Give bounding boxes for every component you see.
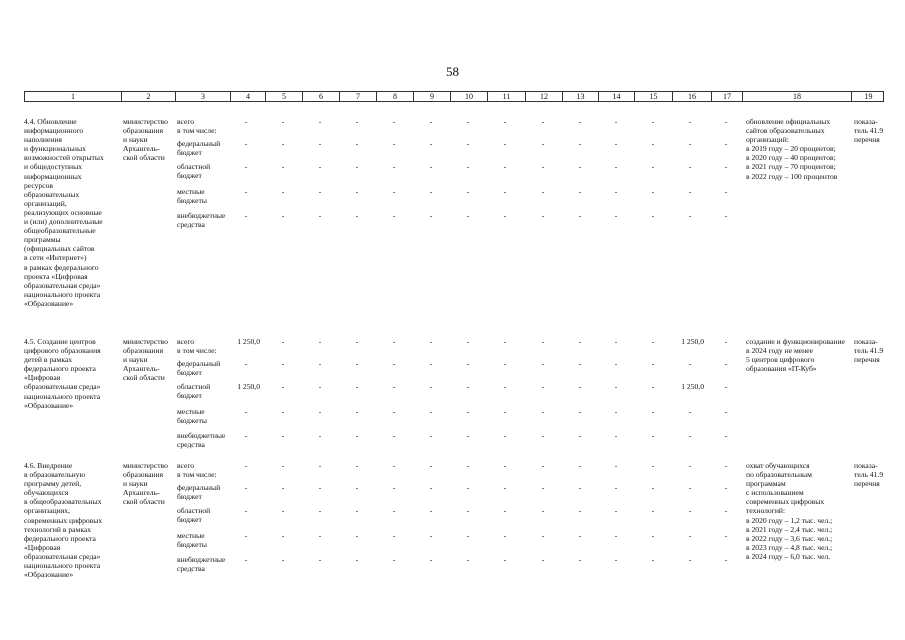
funding-value: - (614, 162, 618, 171)
column-header-7: 7 (340, 92, 377, 101)
column-header-17: 17 (712, 92, 743, 101)
funding-value: - (466, 117, 470, 126)
funding-value: - (578, 337, 582, 346)
funding-value: - (503, 555, 507, 564)
funding-value: - (503, 506, 507, 515)
funding-value: - (318, 461, 322, 470)
funding-value: - (688, 431, 692, 440)
funding-value: - (244, 187, 248, 196)
funding-value: - (688, 187, 692, 196)
funding-value: - (429, 555, 433, 564)
funding-value: - (244, 407, 248, 416)
funding-value: - (466, 337, 470, 346)
funding-value: - (541, 359, 545, 368)
funding-value: - (688, 483, 692, 492)
funding-value: - (281, 359, 285, 368)
funding-value: - (244, 555, 248, 564)
funding-value: 1 250,0 (681, 337, 704, 346)
funding-value: - (281, 461, 285, 470)
column-header-15: 15 (635, 92, 673, 101)
funding-value: - (355, 117, 359, 126)
funding-value: - (355, 461, 359, 470)
funding-value: - (688, 162, 692, 171)
funding-value: - (651, 407, 655, 416)
funding-value: - (651, 506, 655, 515)
funding-value: - (724, 407, 728, 416)
funding-value: - (281, 211, 285, 220)
funding-value: - (503, 117, 507, 126)
funding-source-label: внебюджетные средства (177, 555, 226, 574)
funding-value: - (614, 506, 618, 515)
executor: министерство образования и науки Архангель- ской области (123, 117, 168, 163)
funding-value: - (503, 382, 507, 391)
funding-value: - (724, 211, 728, 220)
funding-value: - (724, 337, 728, 346)
funding-value: - (724, 531, 728, 540)
funding-value: - (429, 359, 433, 368)
funding-value: - (541, 139, 545, 148)
funding-value: - (392, 117, 396, 126)
funding-value: - (429, 431, 433, 440)
funding-value: - (392, 555, 396, 564)
funding-value: - (724, 187, 728, 196)
funding-value: - (318, 555, 322, 564)
funding-value: - (466, 555, 470, 564)
funding-source-label: местные бюджеты (177, 407, 207, 426)
funding-value: - (614, 187, 618, 196)
funding-value: - (244, 483, 248, 492)
column-header-12: 12 (526, 92, 563, 101)
funding-value: - (466, 211, 470, 220)
funding-value: - (688, 211, 692, 220)
funding-value: - (318, 407, 322, 416)
executor: министерство образования и науки Архангель- ской области (123, 461, 168, 507)
funding-value: - (355, 211, 359, 220)
funding-value: - (541, 431, 545, 440)
activity-name: 4.4. Обновление информационного наполнения и функциональных возможностей открытых и общедоступных информационных ресурсов образовательных организаций, реализующих основные и (или) дополнительные общеобразовательные программы (официальных сайтов в сети «Интернет») в рамках федерального проекта «Цифровая образовательная среда» национального проекта «Образование» (24, 117, 104, 308)
funding-value: - (578, 187, 582, 196)
funding-value: - (688, 461, 692, 470)
funding-value: - (614, 382, 618, 391)
funding-value: - (429, 483, 433, 492)
funding-value: - (466, 359, 470, 368)
funding-value: - (578, 162, 582, 171)
funding-value: - (651, 531, 655, 540)
funding-value: - (578, 407, 582, 416)
funding-value: - (429, 187, 433, 196)
funding-value: - (429, 162, 433, 171)
funding-value: - (355, 483, 359, 492)
funding-value: - (244, 461, 248, 470)
funding-value: - (651, 431, 655, 440)
funding-value: - (466, 187, 470, 196)
funding-value: - (318, 187, 322, 196)
funding-value: - (355, 407, 359, 416)
funding-value: - (541, 555, 545, 564)
funding-value: - (392, 211, 396, 220)
funding-value: - (392, 461, 396, 470)
funding-value: - (355, 382, 359, 391)
funding-value: - (614, 139, 618, 148)
column-header-16: 16 (673, 92, 712, 101)
funding-source-label: федеральный бюджет (177, 139, 221, 158)
funding-value: - (688, 531, 692, 540)
expected-result: создание и функционирование в 2024 году не менее 5 центров цифрового образования «IT-Куб» (746, 337, 845, 374)
funding-source-label: всего в том числе: (177, 337, 217, 356)
funding-source-label: областной бюджет (177, 162, 211, 181)
funding-value: - (318, 162, 322, 171)
funding-value: - (392, 187, 396, 196)
funding-value: - (651, 139, 655, 148)
funding-source-label: внебюджетные средства (177, 431, 226, 450)
funding-value: - (429, 461, 433, 470)
funding-value: - (578, 359, 582, 368)
funding-value: - (724, 461, 728, 470)
funding-value: - (318, 337, 322, 346)
funding-value: - (429, 211, 433, 220)
funding-value: - (614, 461, 618, 470)
funding-value: - (318, 483, 322, 492)
funding-value: - (614, 407, 618, 416)
funding-value: - (541, 187, 545, 196)
funding-value: - (244, 431, 248, 440)
column-header-8: 8 (377, 92, 414, 101)
funding-value: - (541, 506, 545, 515)
funding-value: - (318, 139, 322, 148)
activity-name: 4.5. Создание центров цифрового образования детей в рамках федерального проекта «Цифровая образовательная среда» национального проекта «Образование» (24, 337, 101, 410)
funding-value: - (466, 162, 470, 171)
funding-value: - (541, 461, 545, 470)
funding-value: - (318, 531, 322, 540)
funding-value: - (281, 407, 285, 416)
funding-value: - (466, 483, 470, 492)
indicator-reference: показа- тель 41.9 перечня (854, 117, 884, 145)
funding-source-label: всего в том числе: (177, 461, 217, 480)
funding-value: - (651, 337, 655, 346)
funding-value: - (281, 431, 285, 440)
column-header-10: 10 (451, 92, 488, 101)
funding-value: - (318, 117, 322, 126)
funding-value: - (578, 531, 582, 540)
funding-value: - (724, 382, 728, 391)
funding-value: - (281, 382, 285, 391)
funding-value: - (688, 555, 692, 564)
funding-value: - (541, 382, 545, 391)
funding-value: - (392, 359, 396, 368)
funding-value: - (541, 407, 545, 416)
funding-value: - (724, 162, 728, 171)
funding-value: - (578, 117, 582, 126)
column-header-1: 1 (25, 92, 122, 101)
funding-value: - (466, 382, 470, 391)
funding-value: - (281, 506, 285, 515)
funding-value: - (392, 162, 396, 171)
funding-value: - (724, 359, 728, 368)
funding-value: - (392, 139, 396, 148)
funding-value: - (614, 531, 618, 540)
funding-value: - (688, 117, 692, 126)
funding-value: - (724, 506, 728, 515)
funding-value: - (429, 506, 433, 515)
funding-value: - (355, 506, 359, 515)
funding-value: - (281, 531, 285, 540)
funding-value: - (503, 483, 507, 492)
funding-value: - (318, 359, 322, 368)
funding-value: - (541, 162, 545, 171)
funding-value: - (614, 337, 618, 346)
funding-value: - (688, 506, 692, 515)
expected-result: обновление официальных сайтов образовательных организаций: в 2019 году – 20 процентов; в 2020 году – 40 процентов; в 2021 году – 70 процентов; в 2022 году – 100 процентов (746, 117, 838, 181)
funding-value: - (281, 187, 285, 196)
funding-value: - (429, 117, 433, 126)
column-number-header (24, 91, 884, 102)
funding-value: - (392, 337, 396, 346)
funding-value: - (503, 187, 507, 196)
funding-value: - (244, 211, 248, 220)
funding-value: - (466, 139, 470, 148)
funding-value: - (355, 162, 359, 171)
funding-value: - (244, 359, 248, 368)
funding-value: - (244, 162, 248, 171)
funding-value: - (392, 483, 396, 492)
funding-value: - (724, 555, 728, 564)
funding-value: - (244, 139, 248, 148)
funding-value: - (503, 407, 507, 416)
expected-result: охват обучающихся по образовательным программам с использованием современных цифровых технологий: в 2020 году – 1,2 тыс. чел.; в 2021 году – 2,4 тыс. чел.; в 2022 году – 3,6 тыс. чел.; в 2023 году – 4,8 тыс. чел.; в 2024 году – 6,0 тыс. чел. (746, 461, 833, 561)
funding-value: - (355, 555, 359, 564)
funding-value: - (392, 431, 396, 440)
funding-value: - (466, 461, 470, 470)
funding-value: - (541, 483, 545, 492)
funding-value: - (355, 531, 359, 540)
funding-value: - (318, 431, 322, 440)
funding-value: - (466, 431, 470, 440)
funding-value: - (355, 431, 359, 440)
funding-value: - (355, 359, 359, 368)
funding-value: - (429, 139, 433, 148)
funding-value: - (578, 139, 582, 148)
funding-value: - (651, 211, 655, 220)
funding-value: - (614, 211, 618, 220)
funding-value: - (578, 483, 582, 492)
column-header-9: 9 (414, 92, 451, 101)
column-header-6: 6 (303, 92, 340, 101)
funding-value: - (724, 117, 728, 126)
funding-value: - (614, 117, 618, 126)
funding-value: - (578, 555, 582, 564)
funding-source-label: внебюджетные средства (177, 211, 226, 230)
funding-value: - (392, 531, 396, 540)
funding-value: - (503, 431, 507, 440)
funding-value: 1 250,0 (237, 382, 260, 391)
funding-value: - (688, 407, 692, 416)
funding-value: - (651, 483, 655, 492)
funding-value: - (466, 407, 470, 416)
funding-value: - (651, 359, 655, 368)
column-header-2: 2 (122, 92, 176, 101)
funding-value: - (244, 506, 248, 515)
funding-value: - (503, 162, 507, 171)
funding-value: - (281, 337, 285, 346)
funding-value: - (355, 187, 359, 196)
funding-value: - (392, 407, 396, 416)
funding-source-label: областной бюджет (177, 506, 211, 525)
funding-value: - (429, 531, 433, 540)
funding-value: - (724, 431, 728, 440)
funding-value: - (578, 211, 582, 220)
funding-source-label: всего в том числе: (177, 117, 217, 136)
funding-value: - (281, 162, 285, 171)
funding-value: - (503, 461, 507, 470)
funding-value: - (541, 531, 545, 540)
funding-value: - (281, 117, 285, 126)
funding-value: - (281, 555, 285, 564)
funding-source-label: местные бюджеты (177, 187, 207, 206)
funding-value: - (614, 483, 618, 492)
funding-value: - (651, 461, 655, 470)
funding-value: - (503, 211, 507, 220)
funding-source-label: федеральный бюджет (177, 359, 221, 378)
funding-value: - (281, 483, 285, 492)
funding-value: - (503, 531, 507, 540)
funding-value: - (541, 337, 545, 346)
funding-value: - (688, 139, 692, 148)
funding-value: - (466, 506, 470, 515)
funding-value: - (541, 117, 545, 126)
column-header-11: 11 (488, 92, 526, 101)
funding-value: - (651, 187, 655, 196)
funding-value: - (578, 382, 582, 391)
column-header-4: 4 (231, 92, 266, 101)
funding-value: - (355, 337, 359, 346)
funding-source-label: областной бюджет (177, 382, 211, 401)
funding-value: - (614, 555, 618, 564)
funding-source-label: федеральный бюджет (177, 483, 221, 502)
funding-value: - (724, 139, 728, 148)
page-number: 58 (446, 64, 459, 79)
funding-value: - (724, 483, 728, 492)
funding-value: - (541, 211, 545, 220)
funding-value: - (651, 117, 655, 126)
funding-value: - (392, 506, 396, 515)
funding-value: - (244, 531, 248, 540)
funding-value: - (578, 431, 582, 440)
column-header-13: 13 (563, 92, 599, 101)
column-header-5: 5 (266, 92, 303, 101)
funding-value: - (355, 139, 359, 148)
funding-value: - (503, 359, 507, 368)
column-header-14: 14 (599, 92, 635, 101)
funding-value: - (318, 382, 322, 391)
column-header-3: 3 (176, 92, 231, 101)
column-header-18: 18 (743, 92, 852, 101)
funding-value: - (578, 506, 582, 515)
funding-value: - (651, 555, 655, 564)
funding-value: - (503, 139, 507, 148)
funding-value: - (503, 337, 507, 346)
funding-value: - (244, 117, 248, 126)
funding-value: - (614, 431, 618, 440)
column-header-19: 19 (864, 92, 873, 101)
funding-value: - (392, 382, 396, 391)
funding-value: - (651, 382, 655, 391)
funding-value: - (429, 407, 433, 416)
indicator-reference: показа- тель 41.9 перечня (854, 461, 884, 489)
funding-value: - (429, 382, 433, 391)
funding-value: 1 250,0 (681, 382, 704, 391)
funding-source-label: местные бюджеты (177, 531, 207, 550)
funding-value: - (578, 461, 582, 470)
activity-name: 4.6. Внедрение в образовательную программу детей, обучающихся в общеобразовательных организациях, современных цифровых технологий в рамках федерального проекта «Цифровая образовательная среда» национального проекта «Образование» (24, 461, 103, 580)
funding-value: - (651, 162, 655, 171)
funding-value: - (614, 359, 618, 368)
funding-value: - (318, 211, 322, 220)
indicator-reference: показа- тель 41.9 перечня (854, 337, 884, 365)
funding-value: 1 250,0 (237, 337, 260, 346)
funding-value: - (466, 531, 470, 540)
funding-value: - (429, 337, 433, 346)
funding-value: - (281, 139, 285, 148)
executor: министерство образования и науки Архангель- ской области (123, 337, 168, 383)
funding-value: - (688, 359, 692, 368)
funding-value: - (318, 506, 322, 515)
